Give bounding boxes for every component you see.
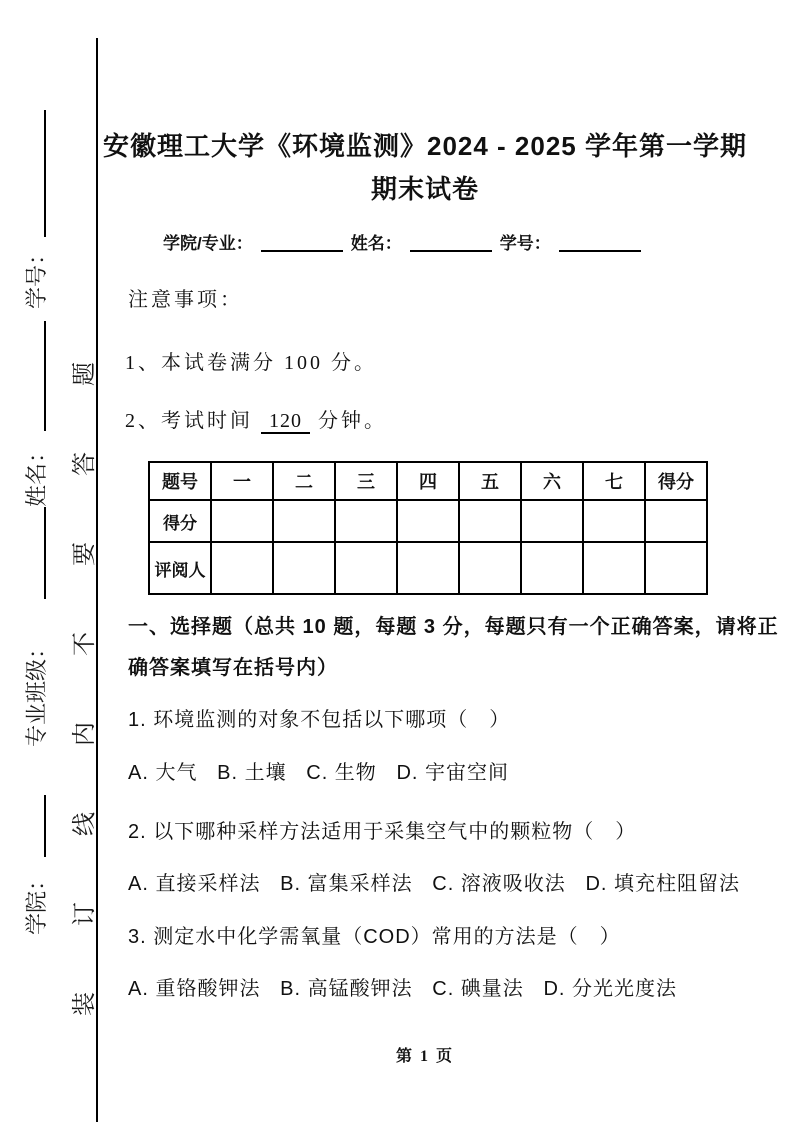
question-2-options: A. 直接采样法 B. 富集采样法 C. 溶液吸收法 D. 填充柱阻留法 xyxy=(128,873,741,895)
score-table-header-cell: 题号 xyxy=(149,462,211,500)
margin-student-fields xyxy=(20,120,60,1030)
college-major-blank-line xyxy=(261,230,343,252)
question-2-stem: 2. 以下哪种采样方法适用于采集空气中的颗粒物（ ） xyxy=(128,821,637,843)
page-number: 第 1 页 xyxy=(395,1048,454,1065)
notice-item-2-prefix: 2、考试时间 xyxy=(125,410,253,432)
binding-line-text: 装订线内不要答题 xyxy=(72,296,98,1016)
notice-item-2-suffix: 分钟。 xyxy=(318,410,387,432)
margin-name-label: 姓名： xyxy=(24,440,49,507)
exam-title-line2: 期末试卷 xyxy=(370,174,479,204)
reviewer-cell xyxy=(521,542,583,594)
question-1-options: A. 大气 B. 土壤 C. 生物 D. 宇宙空间 xyxy=(128,762,510,784)
reviewer-row-label: 评阅人 xyxy=(149,542,211,594)
margin-student-id-label: 学号： xyxy=(24,242,49,309)
score-table-reviewer-row xyxy=(149,542,707,594)
name-label: 姓名： xyxy=(350,234,402,253)
exam-duration-value: 120 xyxy=(261,410,310,434)
score-table-header-cell: 四 xyxy=(397,462,459,500)
score-table xyxy=(148,461,708,595)
margin-class-label: 专业班级： xyxy=(24,636,49,747)
score-cell xyxy=(211,500,273,542)
score-cell xyxy=(583,500,645,542)
margin-student-id-blank-line xyxy=(20,110,46,237)
score-cell xyxy=(397,500,459,542)
reviewer-cell xyxy=(397,542,459,594)
score-table-header-cell: 三 xyxy=(335,462,397,500)
student-id-blank-line xyxy=(559,230,641,252)
margin-college-blank-line xyxy=(20,795,46,857)
notice-item-1: 1、本试卷满分 100 分。 xyxy=(125,352,377,374)
student-id-label: 学号： xyxy=(499,234,551,253)
college-major-label: 学院/专业： xyxy=(163,234,253,253)
score-cell xyxy=(273,500,335,542)
score-table-header-cell: 得分 xyxy=(645,462,707,500)
reviewer-cell xyxy=(273,542,335,594)
binding-margin-strip xyxy=(20,120,96,1030)
question-3-stem: 3. 测定水中化学需氧量（COD）常用的方法是（ ） xyxy=(128,926,621,948)
margin-class-blank-line xyxy=(20,507,46,599)
score-cell xyxy=(521,500,583,542)
score-table-header-cell: 二 xyxy=(273,462,335,500)
margin-college-label: 学院： xyxy=(24,868,49,935)
score-table-header-cell: 五 xyxy=(459,462,521,500)
score-cell xyxy=(645,500,707,542)
question-3-options: A. 重铬酸钾法 B. 高锰酸钾法 C. 碘量法 D. 分光光度法 xyxy=(128,978,678,1000)
score-cell xyxy=(335,500,397,542)
score-cell xyxy=(459,500,521,542)
score-table-header-row xyxy=(149,462,707,500)
reviewer-cell xyxy=(335,542,397,594)
score-table-score-row xyxy=(149,500,707,542)
section-one-heading-line1: 一、选择题（总共 10 题，每题 3 分，每题只有一个正确答案，请将正 xyxy=(128,616,779,638)
question-1-stem: 1. 环境监测的对象不包括以下哪项（ ） xyxy=(128,709,511,731)
reviewer-cell xyxy=(211,542,273,594)
reviewer-cell xyxy=(459,542,521,594)
notice-item-2 xyxy=(125,404,387,433)
name-blank-line xyxy=(410,230,492,252)
reviewer-cell xyxy=(645,542,707,594)
score-table-header-cell: 一 xyxy=(211,462,273,500)
notice-heading: 注意事项： xyxy=(128,289,243,311)
score-table-header-cell: 六 xyxy=(521,462,583,500)
score-table-header-cell: 七 xyxy=(583,462,645,500)
reviewer-cell xyxy=(583,542,645,594)
section-one-heading-line2: 确答案填写在括号内） xyxy=(128,657,338,679)
exam-title-line1: 安徽理工大学《环境监测》2024 - 2025 学年第一学期 xyxy=(102,131,747,161)
student-info-line xyxy=(163,229,641,254)
margin-name-blank-line xyxy=(20,321,46,431)
score-row-label: 得分 xyxy=(149,500,211,542)
